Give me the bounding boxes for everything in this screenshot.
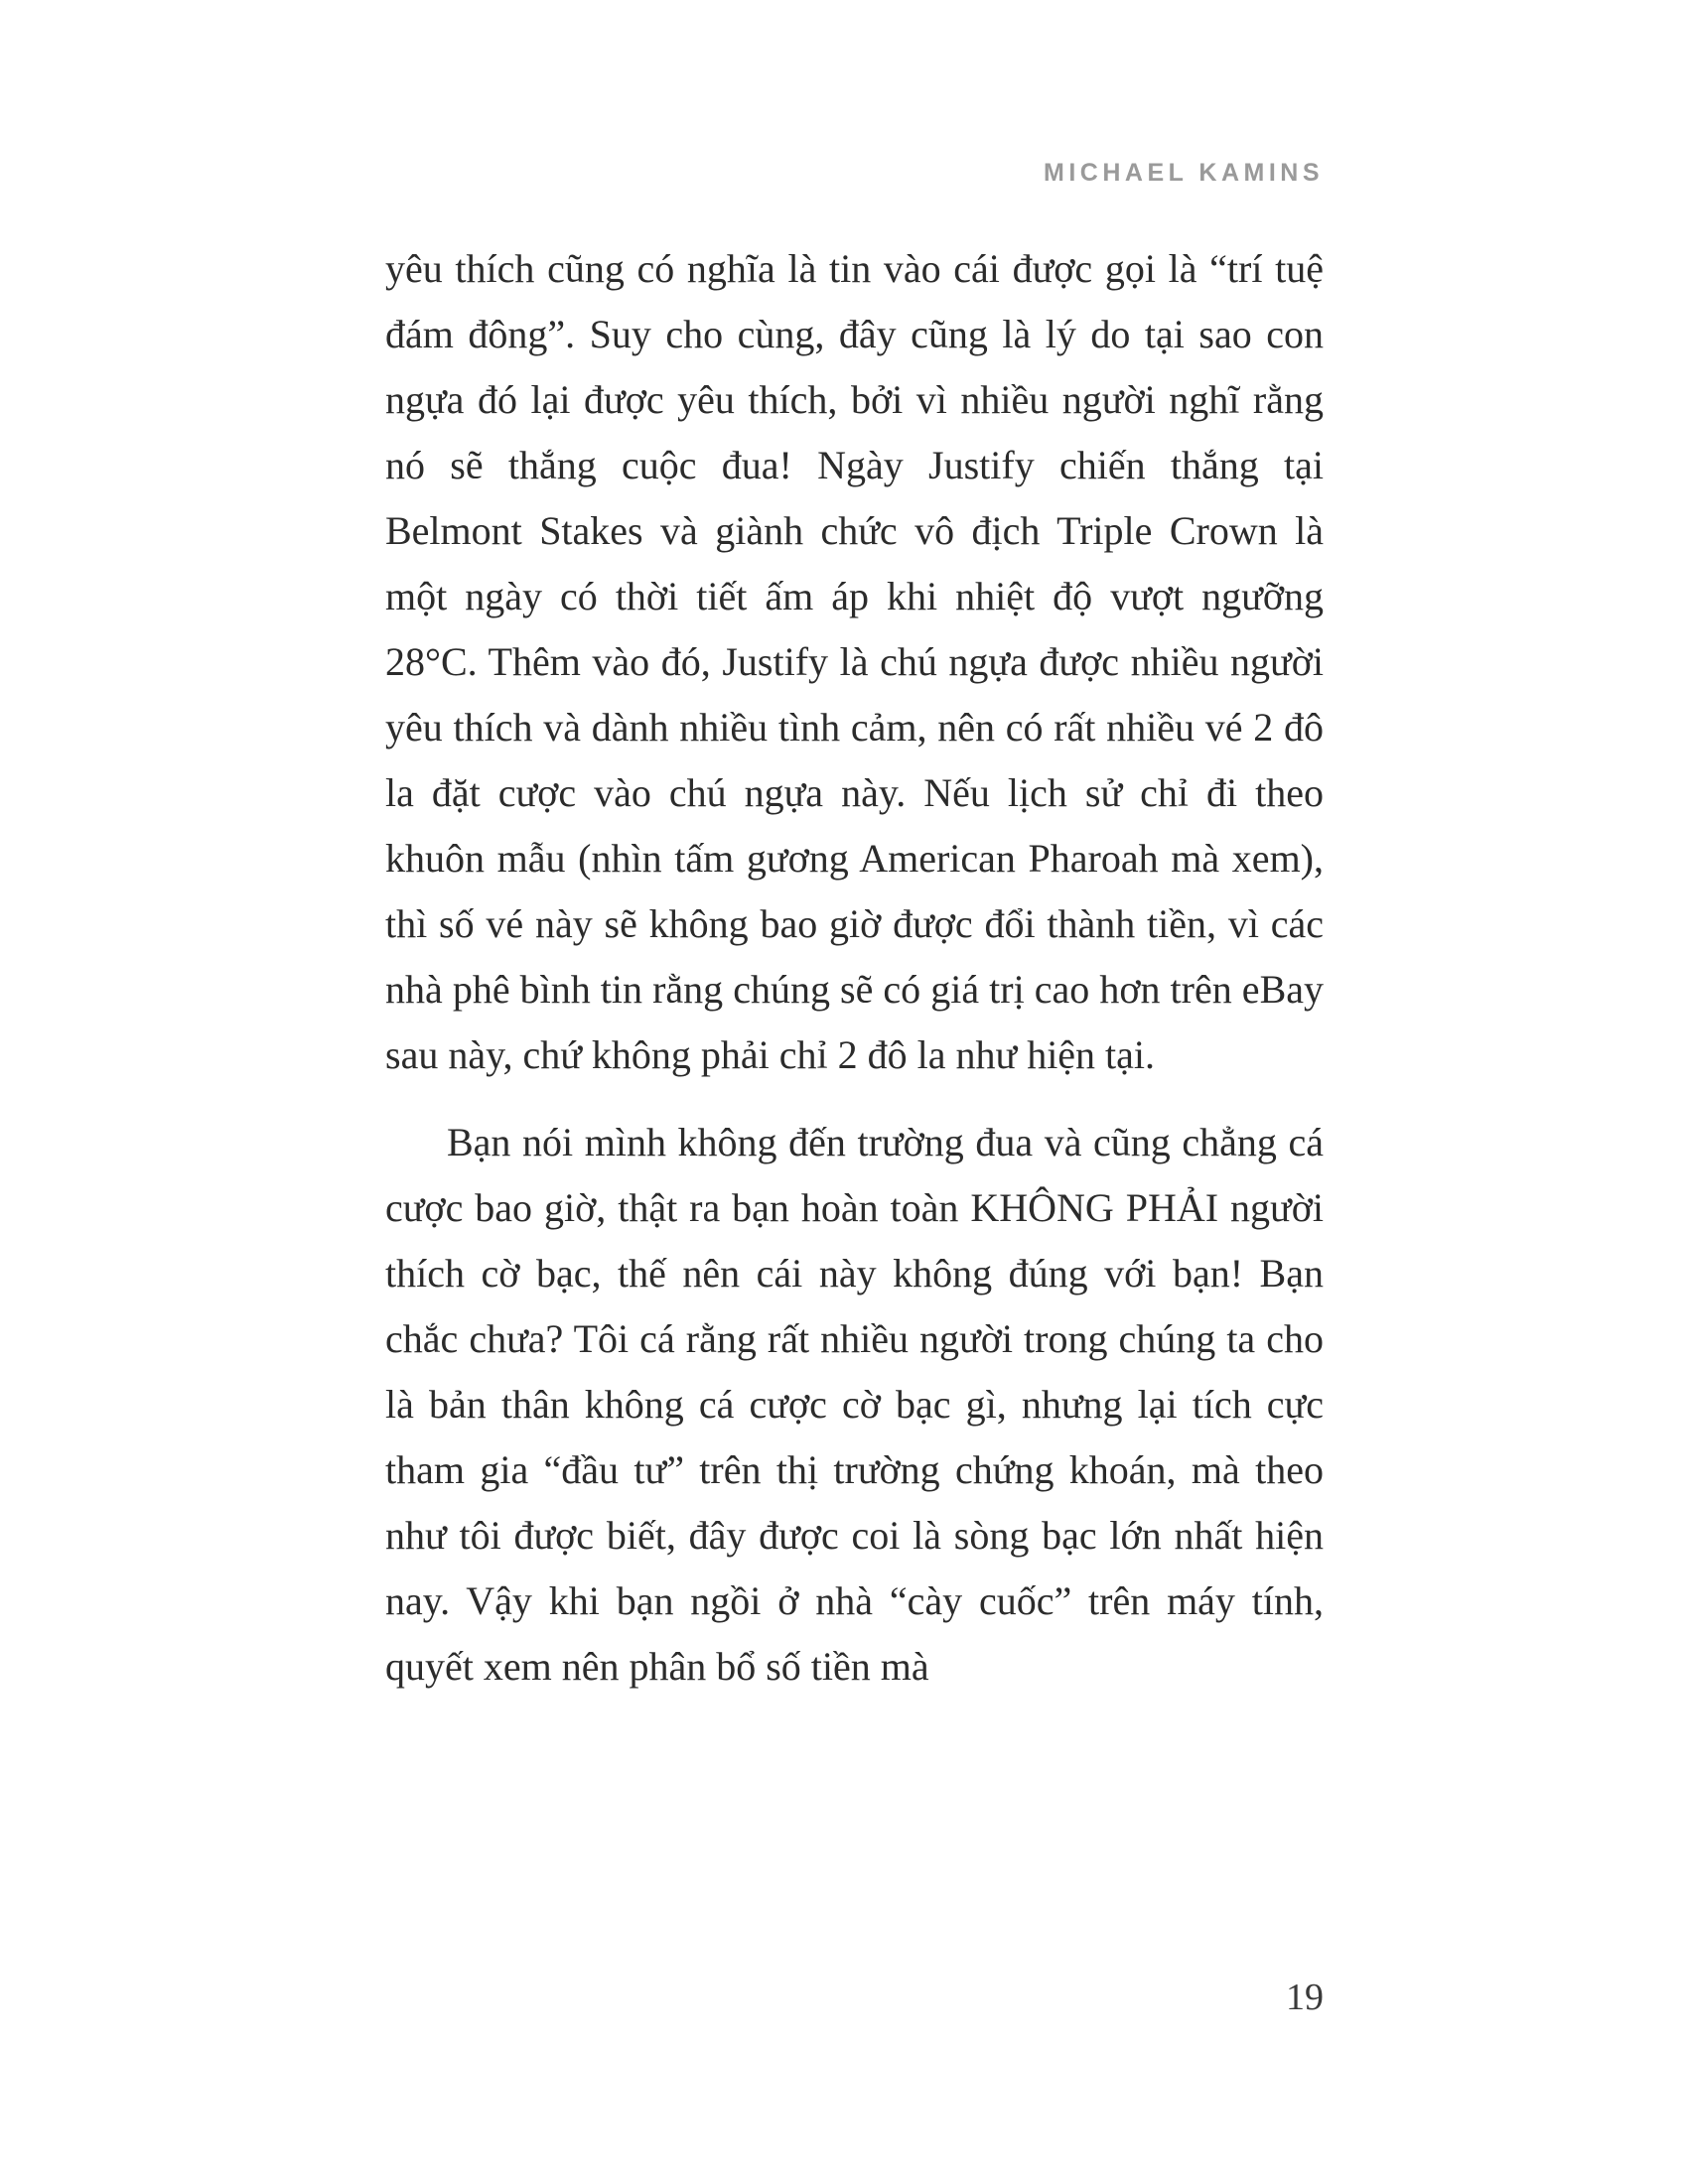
paragraph: Bạn nói mình không đến trường đua và cũng chẳng cá cược bao giờ, thật ra bạn hoàn toàn KHÔNG PHẢI người thích cờ bạc, thế nên cái này không đúng với bạn! Bạn chắc chưa? Tôi cá rằng rất nhiều người trong chúng ta cho là bản thân không cá cược cờ bạc gì, nhưng lại tích cực tham gia “đầu tư” trên thị trường chứng khoán, mà theo như tôi được biết, đây được coi là sòng bạc lớn nhất hiện nay. Vậy khi bạn ngồi ở nhà “cày cuốc” trên máy tính, quyết xem nên phân bổ số tiền mà [385, 1120, 1324, 1689]
running-header-author: MICHAEL KAMINS [1044, 159, 1324, 187]
body-text [385, 236, 1324, 1700]
page-number: 19 [1286, 1977, 1324, 2018]
paragraph-continuation: yêu thích cũng có nghĩa là tin vào cái được gọi là “trí tuệ đám đông”. Suy cho cùng, đây cũng là lý do tại sao con ngựa đó lại được yêu thích, bởi vì nhiều người nghĩ rằng nó sẽ thắng cuộc đua! Ngày Justify chiến thắng tại Belmont Stakes và giành chức vô địch Triple Crown là một ngày có thời tiết ấm áp khi nhiệt độ vượt ngưỡng 28°C. Thêm vào đó, Justify là chú ngựa được nhiều người yêu thích và dành nhiều tình cảm, nên có rất nhiều vé 2 đô la đặt cược vào chú ngựa này. Nếu lịch sử chỉ đi theo khuôn mẫu (nhìn tấm gương American Pharoah mà xem), thì số vé này sẽ không bao giờ được đổi thành tiền, vì các nhà phê bình tin rằng chúng sẽ có giá trị cao hơn trên eBay sau này, chứ không phải chỉ 2 đô la như hiện tại. [385, 246, 1324, 1077]
